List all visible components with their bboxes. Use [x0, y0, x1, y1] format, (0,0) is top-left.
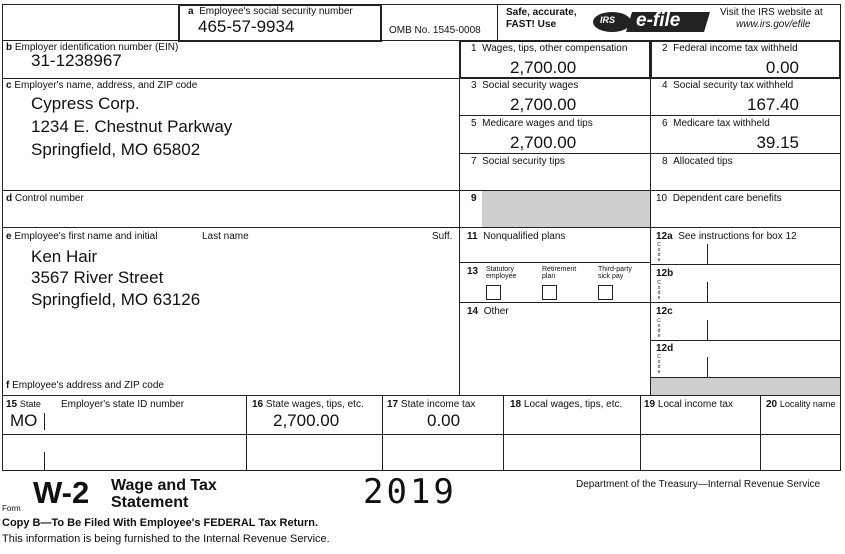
box12-bottom-shade — [651, 378, 840, 395]
ssn-value[interactable]: 465-57-9934 — [198, 17, 295, 36]
state-divider-1 — [44, 413, 45, 430]
box17-label-text: State income tax — [400, 399, 476, 410]
box2-label-text: Federal income tax withheld — [673, 43, 798, 54]
box4-num: 4 — [662, 80, 668, 91]
row-line-f — [2, 395, 841, 396]
box4-value[interactable]: 167.40 — [747, 95, 799, 114]
left-border — [2, 4, 3, 470]
col-line-18 — [640, 395, 641, 470]
box5-label — [471, 118, 593, 129]
box7-label — [471, 156, 565, 167]
efile-logo-irs: IRS — [600, 15, 616, 25]
box3-num: 3 — [471, 80, 477, 91]
box15-state-label: State — [19, 399, 41, 409]
employee-label-text: Employee's first name and initial — [14, 231, 158, 242]
thirdparty-label — [598, 266, 632, 280]
box14-label — [467, 306, 509, 317]
box11-label — [467, 231, 565, 242]
address-label-text: Employee's address and ZIP code — [12, 380, 164, 391]
employee-label — [6, 231, 157, 242]
box18-label-text: Local wages, tips, etc. — [523, 399, 623, 410]
box18-num: 18 — [510, 399, 522, 410]
box11-num: 11 — [467, 231, 478, 242]
dept-treasury: Department of the Treasury—Internal Revenue Service — [576, 479, 821, 490]
address-letter: f — [6, 380, 10, 391]
box15-label — [6, 399, 41, 410]
employee-address-label — [6, 380, 164, 391]
employee-lastname-label: Last name — [202, 231, 249, 242]
employee-city[interactable]: Springfield, MO 63126 — [31, 290, 201, 309]
employee-name[interactable]: Ken Hair — [31, 247, 98, 266]
box1-label — [471, 43, 627, 54]
box14-label-text: Other — [483, 306, 509, 317]
box15-id-label: Employer's state ID number — [61, 399, 185, 410]
box12c-label: 12c — [656, 306, 673, 317]
box8-label — [662, 156, 733, 167]
top-border — [2, 4, 841, 5]
form-title-1: Wage and Tax — [111, 477, 217, 494]
ssn-label-text: Employee's social security number — [199, 6, 353, 17]
statutory-line2: employee — [486, 273, 517, 280]
box1-value[interactable]: 2,700.00 — [510, 58, 577, 77]
box1-num: 1 — [471, 43, 477, 54]
employer-name[interactable]: Cypress Corp. — [31, 94, 140, 113]
efile-logo — [592, 8, 712, 36]
col-line-17 — [503, 395, 504, 470]
box7-num: 7 — [471, 156, 477, 167]
box20-label-text: Locality name — [779, 399, 836, 409]
bottom-border — [2, 470, 841, 471]
box12c-code: C o d e — [657, 318, 661, 339]
box12a-num: 12a — [656, 231, 673, 242]
box8-num: 8 — [662, 156, 668, 167]
omb-number: OMB No. 1545-0008 — [389, 25, 481, 36]
col-line-center — [459, 40, 460, 395]
box17-label — [387, 399, 475, 410]
box6-value[interactable]: 39.15 — [756, 133, 799, 152]
efile-visit: Visit the IRS website at — [720, 7, 823, 18]
box12d-code: C o d e — [657, 354, 661, 375]
row-line-13 — [459, 302, 650, 303]
box6-label-text: Medicare tax withheld — [673, 118, 770, 129]
row-line-c — [2, 190, 841, 191]
form-word: Form — [2, 504, 21, 513]
statutory-checkbox[interactable] — [486, 285, 501, 300]
box12a-label — [656, 231, 797, 242]
box12a-label-text: See instructions for box 12 — [678, 231, 797, 242]
box2-value[interactable]: 0.00 — [765, 58, 799, 77]
efile-logo-text: e-file — [636, 10, 681, 31]
row-line-12a — [650, 264, 841, 265]
form-title-2: Statement — [111, 494, 189, 511]
box3-value[interactable]: 2,700.00 — [510, 95, 577, 114]
box3-label — [471, 80, 578, 91]
employer-letter: c — [6, 80, 12, 91]
box20-num: 20 — [766, 399, 778, 410]
employee-street[interactable]: 3567 River Street — [31, 268, 164, 287]
box20-label — [766, 399, 835, 410]
box6-num: 6 — [662, 118, 668, 129]
box19-label — [644, 399, 733, 410]
box12a-code: C o d e — [657, 242, 661, 263]
employee-suffix-label: Suff. — [432, 231, 453, 242]
col-line-12-code-d — [707, 357, 708, 377]
employer-street[interactable]: 1234 E. Chestnut Parkway — [31, 117, 233, 136]
box5-value[interactable]: 2,700.00 — [510, 133, 577, 152]
control-letter: d — [6, 193, 13, 204]
box9-label: 9 — [471, 193, 477, 204]
box19-num: 19 — [644, 399, 656, 410]
box3-label-text: Social security wages — [482, 80, 579, 91]
control-label-text: Control number — [14, 193, 84, 204]
col-line-12-code-c — [707, 320, 708, 340]
control-label — [6, 193, 84, 204]
statutory-label — [486, 266, 516, 280]
col-line-19 — [760, 395, 761, 470]
col-line-16 — [382, 395, 383, 470]
box5-label-text: Medicare wages and tips — [482, 118, 593, 129]
thirdparty-line2: sick pay — [598, 273, 624, 280]
row-line-15a — [2, 434, 841, 435]
row-line-12b — [650, 302, 841, 303]
thirdparty-line1: Third-party — [598, 266, 632, 273]
ssn-label — [188, 6, 353, 17]
box9-shade — [482, 191, 650, 227]
box12b-label: 12b — [656, 268, 674, 279]
box16-label — [252, 399, 364, 410]
box7-label-text: Social security tips — [482, 156, 565, 167]
retirement-checkbox[interactable] — [542, 285, 557, 300]
copy-b: Copy B—To Be Filed With Employee's FEDERAL Tax Return. — [2, 517, 319, 529]
ein-label-text: Employer identification number (EIN) — [14, 42, 179, 53]
box12b-code: C o d e — [657, 280, 661, 301]
box16-value[interactable]: 2,700.00 — [273, 411, 340, 430]
box10-label-text: Dependent care benefits — [672, 193, 782, 204]
box16-label-text: State wages, tips, etc. — [265, 399, 364, 410]
efile-url[interactable]: www.irs.gov/efile — [736, 19, 811, 30]
retirement-line2: plan — [542, 273, 556, 280]
retirement-label — [542, 266, 576, 280]
col-line-efile — [497, 4, 498, 40]
box2-label — [662, 43, 798, 54]
form-code: W-2 — [33, 475, 90, 510]
tax-year: 2019 — [363, 472, 457, 512]
ein-letter: b — [6, 42, 13, 53]
box12d-label: 12d — [656, 343, 674, 354]
irs-notice: This information is being furnished to the Internal Revenue Service. — [2, 533, 330, 545]
employer-city[interactable]: Springfield, MO 65802 — [31, 140, 201, 159]
row-line-11 — [459, 262, 650, 263]
box19-label-text: Local income tax — [657, 399, 733, 410]
box6-label — [662, 118, 770, 129]
statutory-line1: Statutory — [486, 266, 515, 273]
box16-num: 16 — [252, 399, 264, 410]
col-line-15 — [246, 395, 247, 470]
box5-num: 5 — [471, 118, 477, 129]
box10-num: 10 — [656, 193, 668, 204]
employee-letter: e — [6, 231, 12, 242]
thirdparty-checkbox[interactable] — [598, 285, 613, 300]
efile-fast: FAST! Use — [506, 19, 557, 30]
employer-label — [6, 80, 197, 91]
retirement-line1: Retirement — [542, 266, 577, 273]
state-divider-2 — [44, 452, 45, 470]
box17-num: 17 — [387, 399, 399, 410]
box1-label-text: Wages, tips, other compensation — [482, 43, 628, 54]
box17-value[interactable]: 0.00 — [427, 411, 461, 430]
ssn-letter: a — [188, 6, 194, 17]
row-line-12c — [650, 340, 841, 341]
col-line-12-code-b — [707, 282, 708, 302]
box4-label — [662, 80, 793, 91]
box18-label — [510, 399, 622, 410]
box13-num: 13 — [467, 266, 479, 277]
col-line-right — [650, 40, 651, 395]
efile-safe: Safe, accurate, — [506, 7, 577, 18]
col-line-12-code-a — [707, 244, 708, 264]
box15-num: 15 — [6, 399, 18, 410]
box14-num: 14 — [467, 306, 479, 317]
box15-value[interactable]: MO — [10, 411, 38, 430]
box4-label-text: Social security tax withheld — [673, 80, 794, 91]
employer-label-text: Employer's name, address, and ZIP code — [14, 80, 198, 91]
box8-label-text: Allocated tips — [673, 156, 733, 167]
box11-label-text: Nonqualified plans — [483, 231, 566, 242]
row-line-d — [2, 227, 841, 228]
box2-num: 2 — [662, 43, 668, 54]
box10-label — [656, 193, 782, 204]
ein-value[interactable]: 31-1238967 — [31, 51, 122, 70]
